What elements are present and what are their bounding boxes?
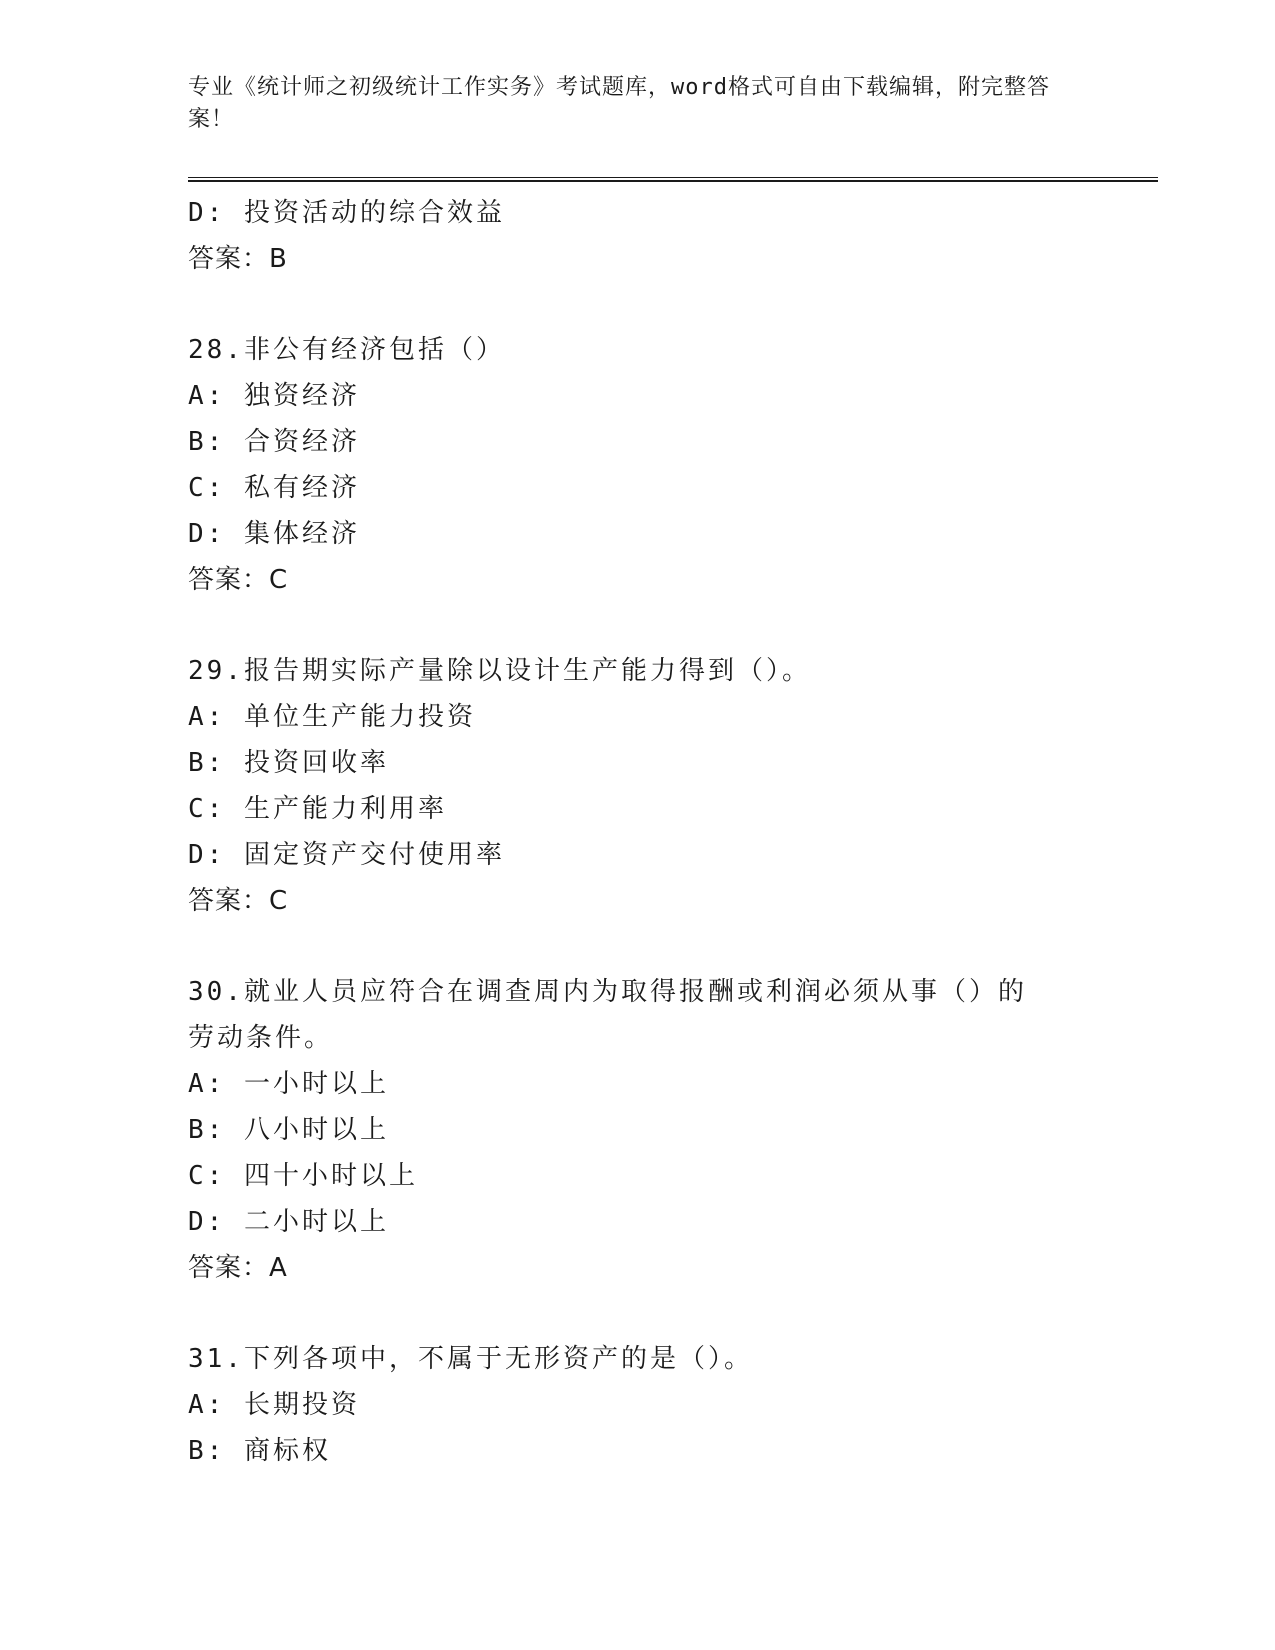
question-title: 31.下列各项中，不属于无形资产的是（）。 [188,1344,753,1374]
option-d: D: 集体经济 [188,519,360,549]
question-28 [188,327,1088,603]
option-b: B: 投资回收率 [188,748,389,778]
header-divider [188,177,1158,182]
option-c: C: 生产能力利用率 [188,794,447,824]
question-29 [188,648,1088,924]
option-d: D: 二小时以上 [188,1207,389,1237]
answer-line: 答案：A [188,1253,288,1283]
option-b: B: 合资经济 [188,427,360,457]
question-title: 30.就业人员应符合在调查周内为取得报酬或利润必须从事（）的劳动条件。 [188,977,1027,1053]
answer-line: 答案：C [188,886,289,916]
option-d: D: 固定资产交付使用率 [188,840,505,870]
option-b: B: 商标权 [188,1436,331,1466]
question-30 [188,969,1088,1291]
option-a: A: 一小时以上 [188,1069,389,1099]
question-31 [188,1336,1088,1474]
answer-line: 答案：B [188,244,288,274]
option-d: D: 投资活动的综合效益 [188,198,505,228]
option-a: A: 独资经济 [188,381,360,411]
question-list [188,190,1088,1474]
answer-line: 答案：C [188,565,289,595]
document-header: 专业《统计师之初级统计工作实务》考试题库，word格式可自由下载编辑，附完整答案！ [188,75,1050,132]
option-c: C: 私有经济 [188,473,360,503]
question-title: 29.报告期实际产量除以设计生产能力得到（）。 [188,656,811,686]
option-a: A: 单位生产能力投资 [188,702,476,732]
option-b: B: 八小时以上 [188,1115,389,1145]
question-title: 28.非公有经济包括（） [188,335,505,365]
option-a: A: 长期投资 [188,1390,360,1420]
option-c: C: 四十小时以上 [188,1161,418,1191]
